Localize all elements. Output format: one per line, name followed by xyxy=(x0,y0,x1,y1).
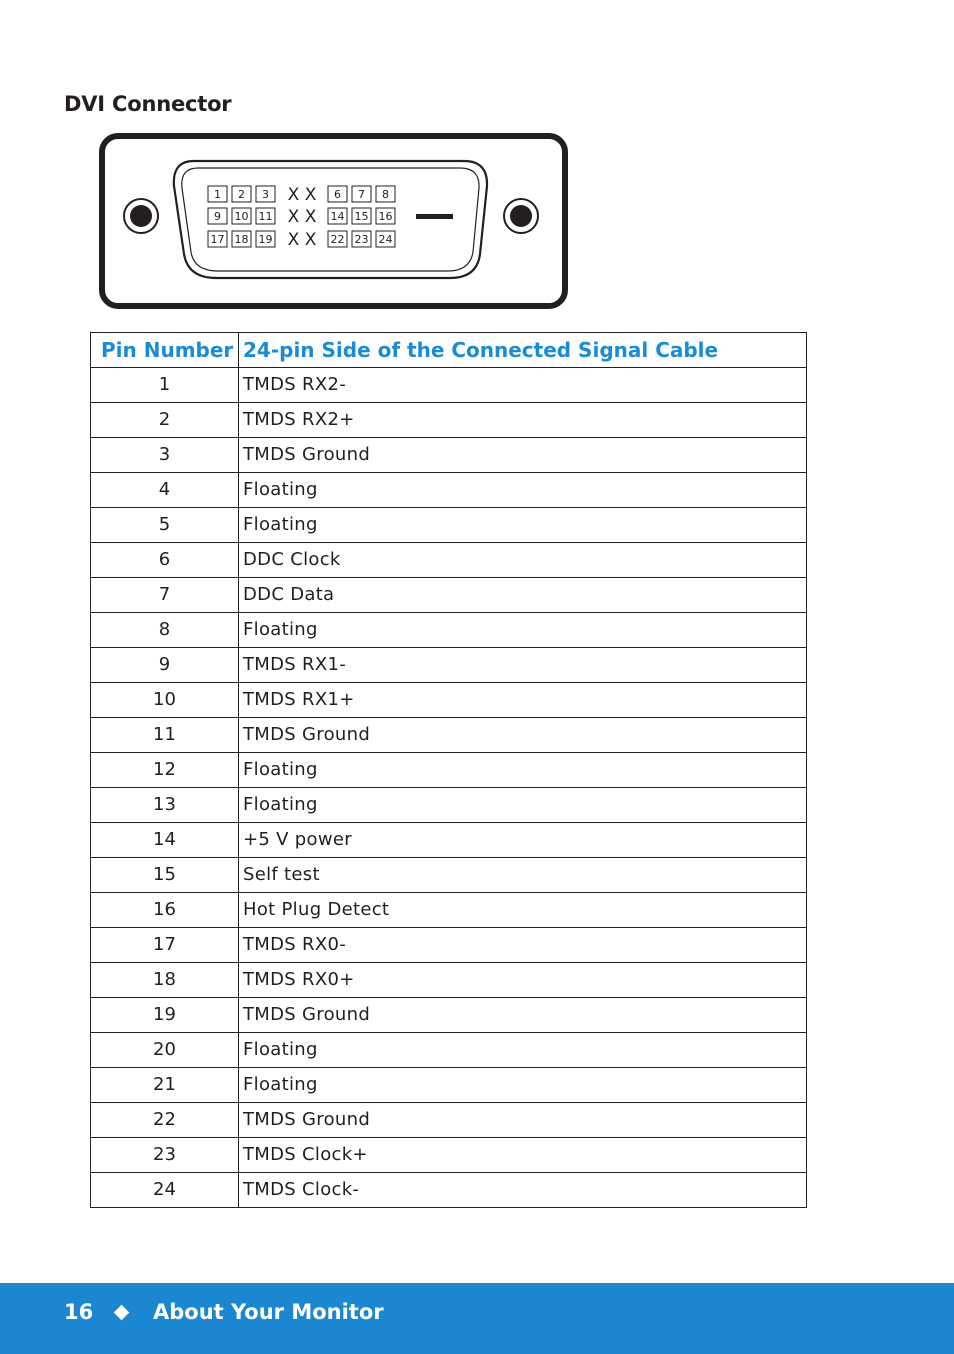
connector-pin-label: 17 xyxy=(210,233,225,246)
signal-cell: TMDS RX0- xyxy=(239,928,807,963)
table-row xyxy=(91,788,807,823)
signal-cell: Floating xyxy=(239,508,807,543)
connector-pin xyxy=(376,208,395,224)
signal-cell: TMDS RX2+ xyxy=(239,403,807,438)
signal-cell: DDC Data xyxy=(239,578,807,613)
connector-pin-label: 2 xyxy=(238,188,245,201)
pin-number-cell: 8 xyxy=(91,613,239,648)
connector-pin xyxy=(232,231,251,247)
analog-pin-mark: X X xyxy=(287,207,317,227)
connector-pin-label: 10 xyxy=(234,210,249,223)
table-row xyxy=(91,753,807,788)
connector-pin xyxy=(208,231,227,247)
table-row xyxy=(91,368,807,403)
pin-number-cell: 6 xyxy=(91,543,239,578)
connector-pin xyxy=(208,186,227,202)
pin-number-cell: 16 xyxy=(91,893,239,928)
header-pin-number: Pin Number xyxy=(91,333,239,368)
signal-cell: TMDS RX2- xyxy=(239,368,807,403)
table-row xyxy=(91,683,807,718)
right-screw-hole xyxy=(510,205,532,227)
pin-number-cell: 7 xyxy=(91,578,239,613)
connector-pin-label: 23 xyxy=(354,233,369,246)
footer-section-name: About Your Monitor xyxy=(153,1300,384,1324)
connector-pin xyxy=(256,186,275,202)
signal-cell: Floating xyxy=(239,788,807,823)
table-row xyxy=(91,858,807,893)
table-row xyxy=(91,613,807,648)
table-row xyxy=(91,963,807,998)
pin-number-cell: 17 xyxy=(91,928,239,963)
signal-cell: DDC Clock xyxy=(239,543,807,578)
table-row xyxy=(91,473,807,508)
connector-pin-label: 18 xyxy=(234,233,249,246)
header-signal: 24-pin Side of the Connected Signal Cable xyxy=(239,333,807,368)
connector-pin xyxy=(352,186,371,202)
signal-cell: +5 V power xyxy=(239,823,807,858)
pin-number-cell: 22 xyxy=(91,1103,239,1138)
connector-pin xyxy=(256,231,275,247)
signal-cell: TMDS Ground xyxy=(239,718,807,753)
table-row xyxy=(91,543,807,578)
connector-pin-label: 16 xyxy=(378,210,393,223)
page-number: 16 xyxy=(64,1300,94,1324)
pin-assignment-table xyxy=(90,332,807,1208)
pin-number-cell: 1 xyxy=(91,368,239,403)
connector-pin xyxy=(208,208,227,224)
signal-cell: TMDS Clock- xyxy=(239,1173,807,1208)
connector-pin-label: 19 xyxy=(258,233,273,246)
pin-number-cell: 9 xyxy=(91,648,239,683)
table-row xyxy=(91,1033,807,1068)
pin-number-cell: 3 xyxy=(91,438,239,473)
diamond-separator-icon xyxy=(114,1305,130,1321)
table-row xyxy=(91,1173,807,1208)
signal-cell: TMDS Ground xyxy=(239,1103,807,1138)
dvi-connector-diagram xyxy=(98,132,570,312)
signal-cell: TMDS Ground xyxy=(239,998,807,1033)
connector-pin-label: 9 xyxy=(214,210,221,223)
connector-pin xyxy=(256,208,275,224)
table-row xyxy=(91,998,807,1033)
connector-pin xyxy=(232,208,251,224)
pin-number-cell: 2 xyxy=(91,403,239,438)
table-row xyxy=(91,1068,807,1103)
table-row xyxy=(91,1103,807,1138)
connector-pin xyxy=(352,208,371,224)
pin-number-cell: 23 xyxy=(91,1138,239,1173)
pin-number-cell: 18 xyxy=(91,963,239,998)
signal-cell: TMDS RX1- xyxy=(239,648,807,683)
connector-pin xyxy=(352,231,371,247)
pin-number-cell: 5 xyxy=(91,508,239,543)
signal-cell: Hot Plug Detect xyxy=(239,893,807,928)
connector-pin xyxy=(376,186,395,202)
table-row xyxy=(91,508,807,543)
table-row xyxy=(91,893,807,928)
table-row xyxy=(91,438,807,473)
signal-cell: TMDS Clock+ xyxy=(239,1138,807,1173)
analog-pin-mark: X X xyxy=(287,185,317,205)
left-screw-hole xyxy=(130,205,152,227)
table-row xyxy=(91,928,807,963)
pin-number-cell: 10 xyxy=(91,683,239,718)
section-title: DVI Connector xyxy=(64,92,232,116)
signal-cell: Floating xyxy=(239,613,807,648)
connector-pin-label: 3 xyxy=(262,188,269,201)
table-row xyxy=(91,403,807,438)
connector-pin-label: 11 xyxy=(258,210,273,223)
connector-pin-label: 6 xyxy=(334,188,341,201)
pin-number-cell: 14 xyxy=(91,823,239,858)
table-row xyxy=(91,718,807,753)
signal-cell: Floating xyxy=(239,753,807,788)
table-row xyxy=(91,578,807,613)
connector-pin-label: 22 xyxy=(330,233,345,246)
pin-rows xyxy=(91,368,807,1208)
connector-pin-label: 8 xyxy=(382,188,389,201)
signal-cell: TMDS Ground xyxy=(239,438,807,473)
connector-pin xyxy=(328,231,347,247)
connector-pin xyxy=(328,208,347,224)
page-footer xyxy=(0,1283,954,1354)
signal-cell: Floating xyxy=(239,473,807,508)
signal-cell: Floating xyxy=(239,1068,807,1103)
connector-pin-label: 7 xyxy=(358,188,365,201)
pin-number-cell: 24 xyxy=(91,1173,239,1208)
pin-number-cell: 19 xyxy=(91,998,239,1033)
analog-pin-mark: X X xyxy=(287,230,317,250)
table-row xyxy=(91,1138,807,1173)
table-header-row xyxy=(91,333,807,368)
connector-pin-label: 15 xyxy=(354,210,369,223)
table-row xyxy=(91,648,807,683)
connector-pin xyxy=(232,186,251,202)
pin-number-cell: 21 xyxy=(91,1068,239,1103)
table-row xyxy=(91,823,807,858)
ground-blade xyxy=(416,214,453,219)
pin-grid xyxy=(208,185,395,250)
connector-pin-label: 1 xyxy=(214,188,221,201)
connector-pin xyxy=(328,186,347,202)
pin-number-cell: 15 xyxy=(91,858,239,893)
connector-pin-label: 14 xyxy=(330,210,345,223)
pin-number-cell: 4 xyxy=(91,473,239,508)
connector-pin-label: 24 xyxy=(378,233,393,246)
pin-number-cell: 11 xyxy=(91,718,239,753)
pin-number-cell: 20 xyxy=(91,1033,239,1068)
signal-cell: TMDS RX1+ xyxy=(239,683,807,718)
pin-number-cell: 12 xyxy=(91,753,239,788)
signal-cell: Self test xyxy=(239,858,807,893)
pin-number-cell: 13 xyxy=(91,788,239,823)
connector-pin xyxy=(376,231,395,247)
signal-cell: Floating xyxy=(239,1033,807,1068)
signal-cell: TMDS RX0+ xyxy=(239,963,807,998)
